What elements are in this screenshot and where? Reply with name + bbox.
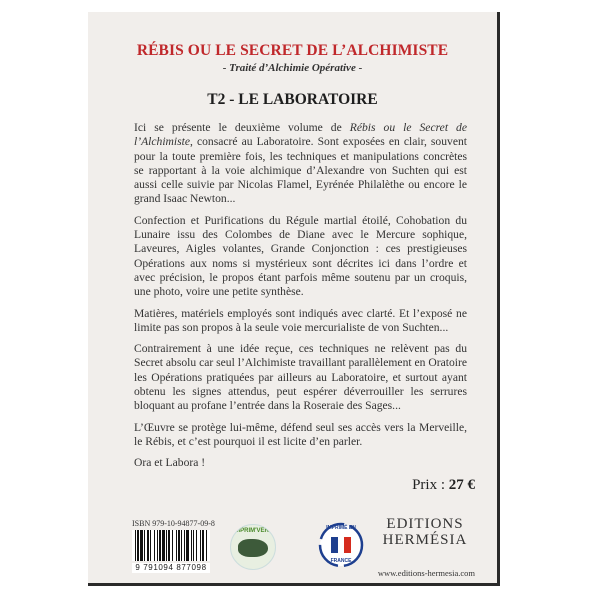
barcode-number: 9 791094 877098: [132, 563, 210, 573]
paragraph-1: [134, 121, 467, 207]
barcode-bar: [202, 530, 204, 561]
imprimvert-text: IMPRIM'VERT: [233, 528, 273, 534]
barcode-bar: [191, 530, 192, 561]
barcode-bar: [166, 530, 167, 561]
barcode-bar: [140, 530, 143, 561]
price-value: 27 €: [448, 477, 475, 493]
logo-text-top: IMPRIMÉ EN: [326, 525, 356, 531]
barcode-bar: [181, 530, 182, 561]
barcode-bar: [159, 530, 161, 561]
barcode-bar: [162, 530, 165, 561]
blurb: [134, 121, 467, 478]
paragraph-2: Confection et Purifications du Régule martial étoilé, Cohobation du Lunaire issu des Colombes de Diane avec le Mercure sophique, Laveures, Aigles volantes, Grande Conjonction : ces prestigieuses Opérations aux noms si mystérieux sont décrites ici dans l’ordre et avec précision, le propos étant parfois même soutenu par un croquis, une photo, voire une petite synthèse.: [134, 213, 467, 299]
barcode-bar: [135, 530, 136, 561]
barcode-bar: [186, 530, 189, 561]
barcode-bar: [144, 530, 145, 561]
barcode-bar: [193, 530, 194, 561]
barcode-bar: [172, 530, 173, 561]
publisher-website[interactable]: www.editions-hermesia.com: [377, 568, 475, 578]
text: Ici se présente le deuxième volume de: [134, 121, 350, 134]
paragraph-3: Matières, matériels employés sont indiqués avec clarté. Et l’exposé ne limite pas son propos à la seule voie mercurialiste de von Suchten...: [134, 306, 467, 334]
price-label: Prix :: [412, 477, 449, 493]
book-back-cover: [88, 12, 500, 586]
barcode-bar: [147, 530, 149, 561]
barcode-bar: [178, 530, 180, 561]
price: [412, 477, 475, 494]
paragraph-6: Ora et Labora !: [134, 456, 206, 470]
publisher-line-2: HERMÉSIA: [382, 532, 468, 548]
barcode-bar: [200, 530, 201, 561]
barcode: [132, 530, 210, 561]
text: , consacré au Laboratoire. Sont exposées en clair, souvent pour la toute première fois, les techniques et manipulations concrètes se rapportant à la voie alchimique d’Alexandre von Suchten qui est aussi celle suivie par Nicolas Flamel, Eyrénée Philalèthe ou encore le grand Isaac Newton...: [134, 135, 467, 206]
barcode-bar: [196, 530, 197, 561]
paragraph-5: L’Œuvre se protège lui-même, défend seul ses accès vers la Merveille, le Rébis, et c’est pourquoi il est licite d’en parler.: [134, 420, 467, 448]
isbn: ISBN 979-10-94877-09-8: [132, 519, 215, 528]
volume-title: T2 - LE LABORATOIRE: [207, 91, 378, 108]
paragraph-4: Contrairement à une idée reçue, ces techniques ne relèvent pas du Secret absolu car seul l’Alchimiste travaillant parallèlement en Oratoire les Opérations pratiquées par ailleurs au Laboratoire, et surtout ayant obtenu les signes attendus, peut espérer déverrouiller les serrures bloquant au profane l’entrée dans la Roseraie des Sages...: [134, 342, 467, 413]
imprime-en-france-logo: [318, 522, 364, 568]
landscape-icon: [238, 539, 268, 557]
barcode-bar: [176, 530, 177, 561]
barcode-bar: [154, 530, 155, 561]
book-title: RÉBIS OU LE SECRET DE L’ALCHIMISTE: [136, 42, 449, 59]
barcode-bar: [206, 530, 207, 561]
italic-title: Rébis ou le Secret de l’Alchimiste: [134, 121, 467, 149]
barcode-bar: [137, 530, 139, 561]
barcode-bar: [184, 530, 185, 561]
barcode-bar: [150, 530, 151, 561]
imprimvert-logo: [230, 524, 276, 570]
barcode-bar: [168, 530, 170, 561]
publisher-line-1: EDITIONS: [386, 516, 464, 532]
publisher-logo: [375, 516, 475, 548]
barcode-bar: [157, 530, 158, 561]
book-subtitle: - Traité d’Alchimie Opérative -: [222, 62, 363, 74]
logo-text-bottom: FRANCE: [330, 558, 352, 564]
